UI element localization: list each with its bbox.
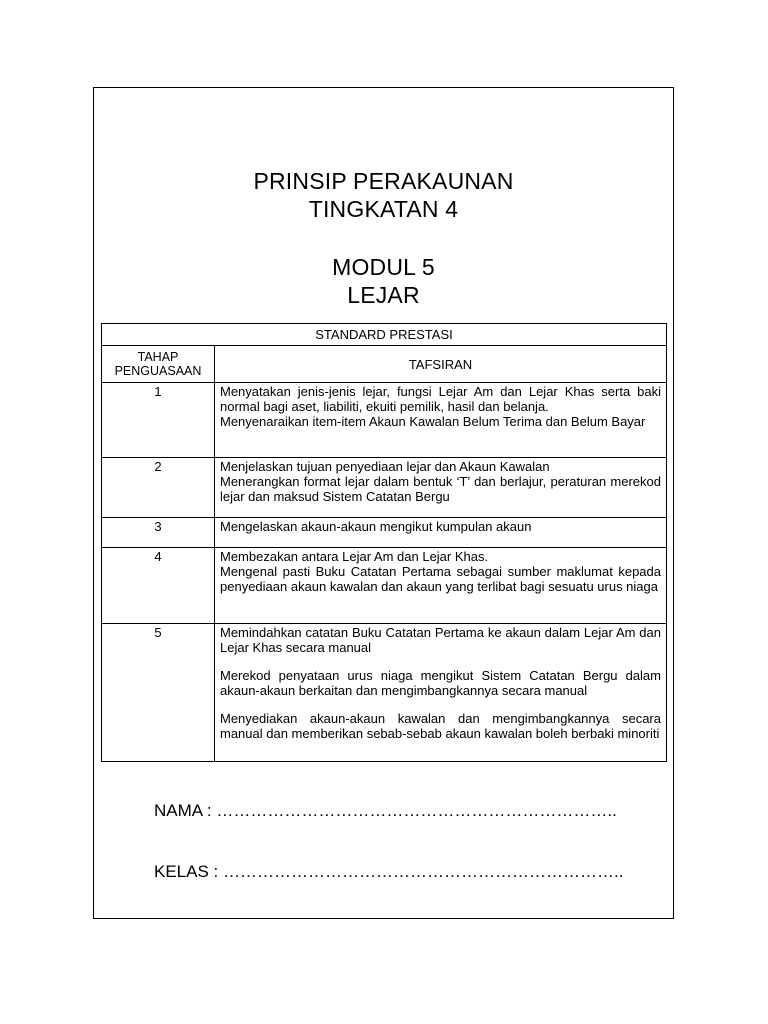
- description-text: Menyediakan akaun-akaun kawalan dan mengimbangkannya secara manual dan memberikan sebab-sebab akaun kawalan boleh berbaki minoriti: [220, 711, 661, 741]
- form-level-title: TINGKATAN 4: [308, 196, 459, 222]
- table-row: [102, 458, 667, 518]
- description-cell: [215, 548, 667, 624]
- description-cell: [215, 624, 667, 762]
- level-cell: 4: [102, 548, 215, 624]
- student-class-field[interactable]: KELAS : ……………………………………………………………..: [154, 862, 624, 881]
- table-row: [102, 383, 667, 458]
- column-header-description: TAFSIRAN: [215, 346, 667, 383]
- level-cell: 2: [102, 458, 215, 518]
- table-title-row: [102, 324, 667, 346]
- description-text: Menyenaraikan item-item Akaun Kawalan Belum Terima dan Belum Bayar: [220, 414, 646, 429]
- description-text: Menjelaskan tujuan penyediaan lejar dan Akaun Kawalan: [220, 459, 550, 474]
- table-row: [102, 624, 667, 762]
- description-cell: [215, 383, 667, 458]
- level-cell: 5: [102, 624, 215, 762]
- description-text: Merekod penyataan urus niaga mengikut Sistem Catatan Bergu dalam akaun-akaun berkaitan dan mengimbangkannya secara manual: [220, 668, 661, 698]
- performance-standards-table: [101, 323, 667, 762]
- description-cell: [215, 518, 667, 548]
- subject-title: PRINSIP PERAKAUNAN: [253, 168, 514, 194]
- description-text: Menyatakan jenis-jenis lejar, fungsi Lejar Am dan Lejar Khas serta baki normal bagi aset, liabiliti, ekuiti pemilik, hasil dan belanja.: [220, 384, 661, 414]
- description-cell: [215, 458, 667, 518]
- level-cell: 3: [102, 518, 215, 548]
- level-cell: 1: [102, 383, 215, 458]
- description-text: Mengenal pasti Buku Catatan Pertama sebagai sumber maklumat kepada penyediaan akaun kawalan dan akaun yang terlibat bagi sesuatu urus niaga: [220, 564, 661, 594]
- description-text: Menerangkan format lejar dalam bentuk ‘T’ dan berlajur, peraturan merekod lejar dan maksud Sistem Catatan Bergu: [220, 474, 661, 504]
- module-cover-frame: [93, 87, 674, 919]
- table-header-row: [102, 346, 667, 383]
- topic-title: LEJAR: [347, 282, 420, 308]
- table-row: [102, 548, 667, 624]
- description-text: Membezakan antara Lejar Am dan Lejar Khas.: [220, 549, 489, 564]
- student-name-field[interactable]: NAMA : ……………………………………………………………..: [154, 801, 617, 820]
- table-title: STANDARD PRESTASI: [102, 324, 667, 346]
- table-row: [102, 518, 667, 548]
- module-number-title: MODUL 5: [332, 254, 435, 280]
- description-text: Mengelaskan akaun-akaun mengikut kumpulan akaun: [220, 519, 532, 534]
- column-header-level: TAHAP PENGUASAAN: [102, 346, 215, 383]
- description-text: Memindahkan catatan Buku Catatan Pertama ke akaun dalam Lejar Am dan Lejar Khas secara manual: [220, 625, 661, 655]
